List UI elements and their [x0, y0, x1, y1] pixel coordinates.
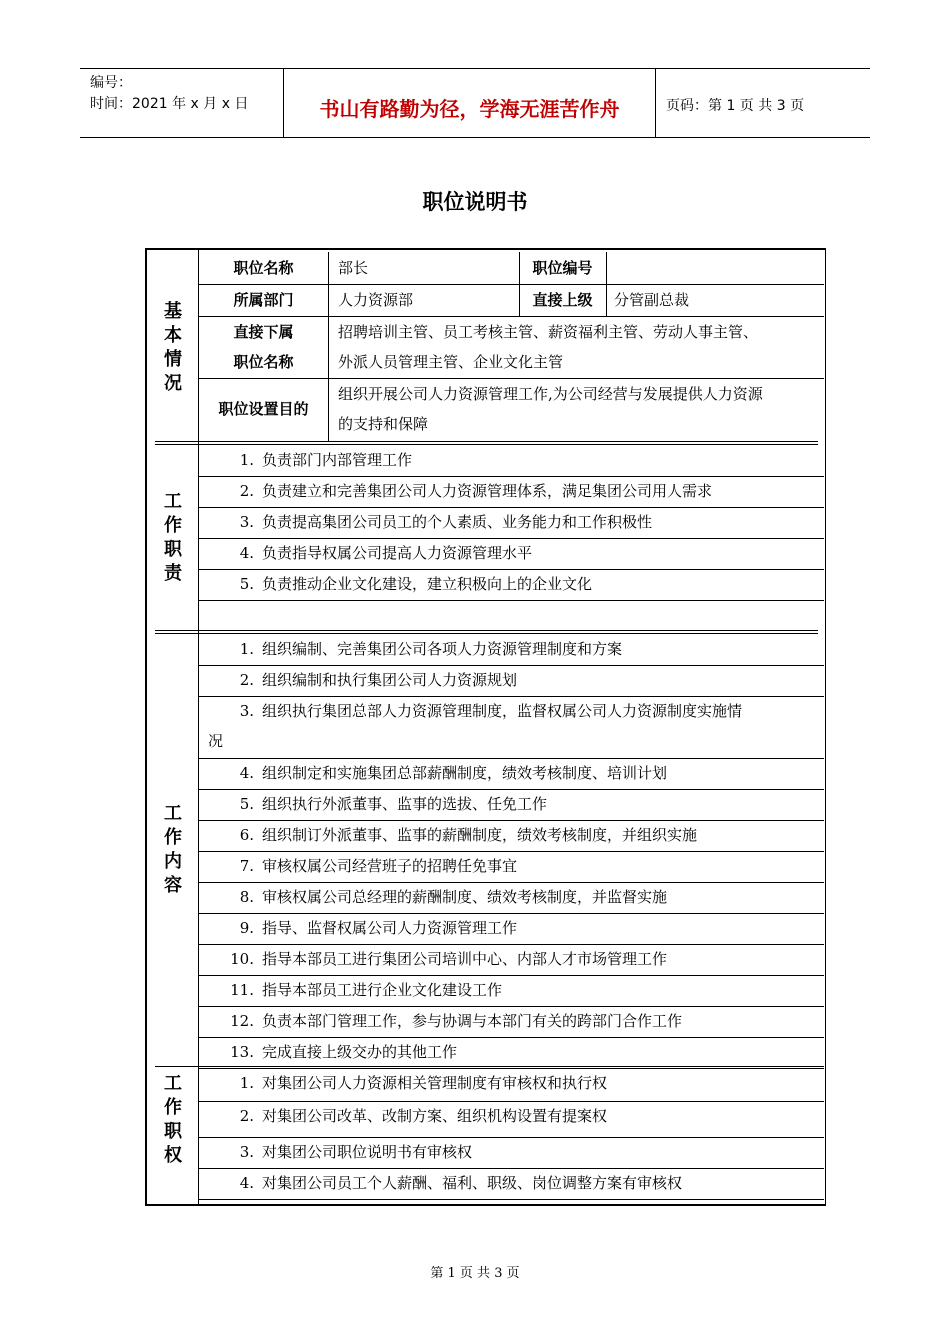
item-text: 完成直接上级交办的其他工作: [262, 1043, 458, 1061]
position-name-label: 职位名称: [233, 259, 294, 277]
item-number: 3.: [239, 513, 254, 531]
list-item: [200, 634, 824, 665]
section-label-content-text: 工作内容: [164, 803, 182, 896]
section-label-duties-text: 工作职责: [164, 491, 182, 584]
list-item: [200, 944, 824, 975]
subordinates-value-line2: 外派人员管理主管、企业文化主管: [338, 353, 564, 371]
item-text: 对集团公司改革、改制方案、组织机构设置有提案权: [262, 1107, 608, 1125]
item-text: 负责本部门管理工作，参与协调与本部门有关的跨部门合作工作: [262, 1012, 683, 1030]
row-divider: [199, 600, 824, 601]
list-item: [200, 1006, 824, 1037]
item-number: 4.: [239, 764, 254, 782]
section-label-basic: [153, 300, 193, 396]
grid-line: [606, 252, 607, 316]
document-title: 职位说明书: [422, 190, 528, 214]
section-label-content: [153, 802, 193, 898]
item-number: 5.: [239, 575, 254, 593]
section-label-authority: [153, 1072, 193, 1168]
item-text: 负责指导权属公司提高人力资源管理水平: [262, 544, 533, 562]
item-number: 2.: [239, 482, 254, 500]
item-number: 2.: [239, 671, 254, 689]
header-motto-cell: [284, 69, 656, 137]
subordinates-label-line2: 职位名称: [233, 353, 294, 371]
page-number-label: 页码：第 1 页 共 3 页: [666, 98, 805, 114]
item-number: 4.: [239, 1174, 254, 1192]
item-text: 组织编制和执行集团公司人力资源规划: [262, 671, 518, 689]
item-number: 5.: [239, 795, 254, 813]
list-item: [200, 882, 824, 913]
list-item: [200, 789, 824, 820]
item-number: 1.: [239, 1074, 254, 1092]
item-text: 负责提高集团公司员工的个人素质、业务能力和工作积极性: [262, 513, 653, 531]
section-label-basic-text: 基本情况: [164, 301, 182, 394]
item-number: 1.: [239, 451, 254, 469]
item-number: 2.: [239, 1107, 254, 1125]
item-text: 对集团公司人力资源相关管理制度有审核权和执行权: [262, 1074, 608, 1092]
section-divider: [155, 441, 818, 442]
section-label-duties: [153, 490, 193, 586]
item-number: 3.: [239, 702, 254, 720]
page-header: [80, 68, 870, 138]
list-item: [200, 913, 824, 944]
item-number: 11.: [230, 981, 254, 999]
item-text: 组织编制、完善集团公司各项人力资源管理制度和方案: [262, 640, 623, 658]
item-number: 12.: [230, 1012, 254, 1030]
list-item: [200, 975, 824, 1006]
item-text-continuation: 况: [208, 732, 224, 750]
direct-superior-value: 分管副总裁: [614, 291, 690, 309]
position-purpose-line2: 的支持和保障: [338, 415, 429, 433]
header-page-cell: [656, 69, 870, 137]
item-text: 组织制订外派董事、监事的薪酬制度，绩效考核制度，并组织实施: [262, 826, 698, 844]
item-text: 指导、监督权属公司人力资源管理工作: [262, 919, 518, 937]
list-item: [200, 507, 824, 538]
subordinates-label-line1: 直接下属: [233, 323, 294, 341]
item-text: 指导本部员工进行集团公司培训中心、内部人才市场管理工作: [262, 950, 668, 968]
subordinates-value-line1: 招聘培训主管、员工考核主管、薪资福利主管、劳动人事主管、: [338, 323, 759, 341]
list-item: [200, 1168, 824, 1199]
item-text: 审核权属公司经营班子的招聘任免事宜: [262, 857, 518, 875]
item-text: 组织制定和实施集团总部薪酬制度，绩效考核制度、培训计划: [262, 764, 668, 782]
item-text: 对集团公司员工个人薪酬、福利、职级、岗位调整方案有审核权: [262, 1174, 683, 1192]
position-name-value: 部长: [338, 259, 369, 277]
item-number: 7.: [239, 857, 254, 875]
list-item: [200, 1101, 824, 1137]
item-number: 10.: [230, 950, 254, 968]
item-text: 负责建立和完善集团公司人力资源管理体系，满足集团公司用人需求: [262, 482, 713, 500]
document-number-label: 编号：: [90, 75, 132, 91]
document-time-label: 时间：2021 年 x 月 x 日: [90, 96, 249, 112]
list-item: [200, 1068, 824, 1101]
section-label-authority-text: 工作职权: [164, 1073, 182, 1166]
department-value: 人力资源部: [338, 291, 414, 309]
item-text: 指导本部员工进行企业文化建设工作: [262, 981, 503, 999]
item-text: 对集团公司职位说明书有审核权: [262, 1143, 473, 1161]
direct-superior-label: 直接上级: [532, 291, 593, 309]
item-number: 1.: [239, 640, 254, 658]
list-item: [200, 476, 824, 507]
list-item: [200, 1137, 824, 1168]
item-number: 13.: [230, 1043, 254, 1061]
list-item: [200, 696, 824, 758]
position-number-label: 职位编号: [532, 259, 593, 277]
position-purpose-label: 职位设置目的: [218, 400, 309, 418]
item-number: 9.: [239, 919, 254, 937]
item-number: 4.: [239, 544, 254, 562]
item-number: 8.: [239, 888, 254, 906]
list-item: [200, 569, 824, 600]
item-text: 组织执行集团总部人力资源管理制度，监督权属公司人力资源制度实施情: [262, 702, 743, 720]
list-item: [200, 538, 824, 569]
item-number: 3.: [239, 1143, 254, 1161]
list-item: [200, 758, 824, 789]
list-item: [200, 1037, 824, 1068]
item-number: 6.: [239, 826, 254, 844]
list-item: [200, 665, 824, 696]
header-left-cell: [80, 69, 284, 137]
item-text: 审核权属公司总经理的薪酬制度、绩效考核制度，并监督实施: [262, 888, 668, 906]
position-purpose-line1: 组织开展公司人力资源管理工作,为公司经营与发展提供人力资源: [338, 385, 763, 403]
item-text: 组织执行外派董事、监事的选拔、任免工作: [262, 795, 548, 813]
list-item: [200, 851, 824, 882]
motto-text: 书山有路勤为径，学海无涯苦作舟: [319, 97, 620, 121]
page-footer: 第 1 页 共 3 页: [430, 1266, 520, 1281]
item-text: 负责推动企业文化建设，建立积极向上的企业文化: [262, 575, 593, 593]
list-item: [200, 820, 824, 851]
grid-line: [328, 252, 329, 441]
list-item: [200, 445, 824, 476]
row-divider: [199, 1199, 824, 1200]
section-divider: [155, 630, 818, 631]
item-text: 负责部门内部管理工作: [262, 451, 413, 469]
department-label: 所属部门: [233, 291, 294, 309]
